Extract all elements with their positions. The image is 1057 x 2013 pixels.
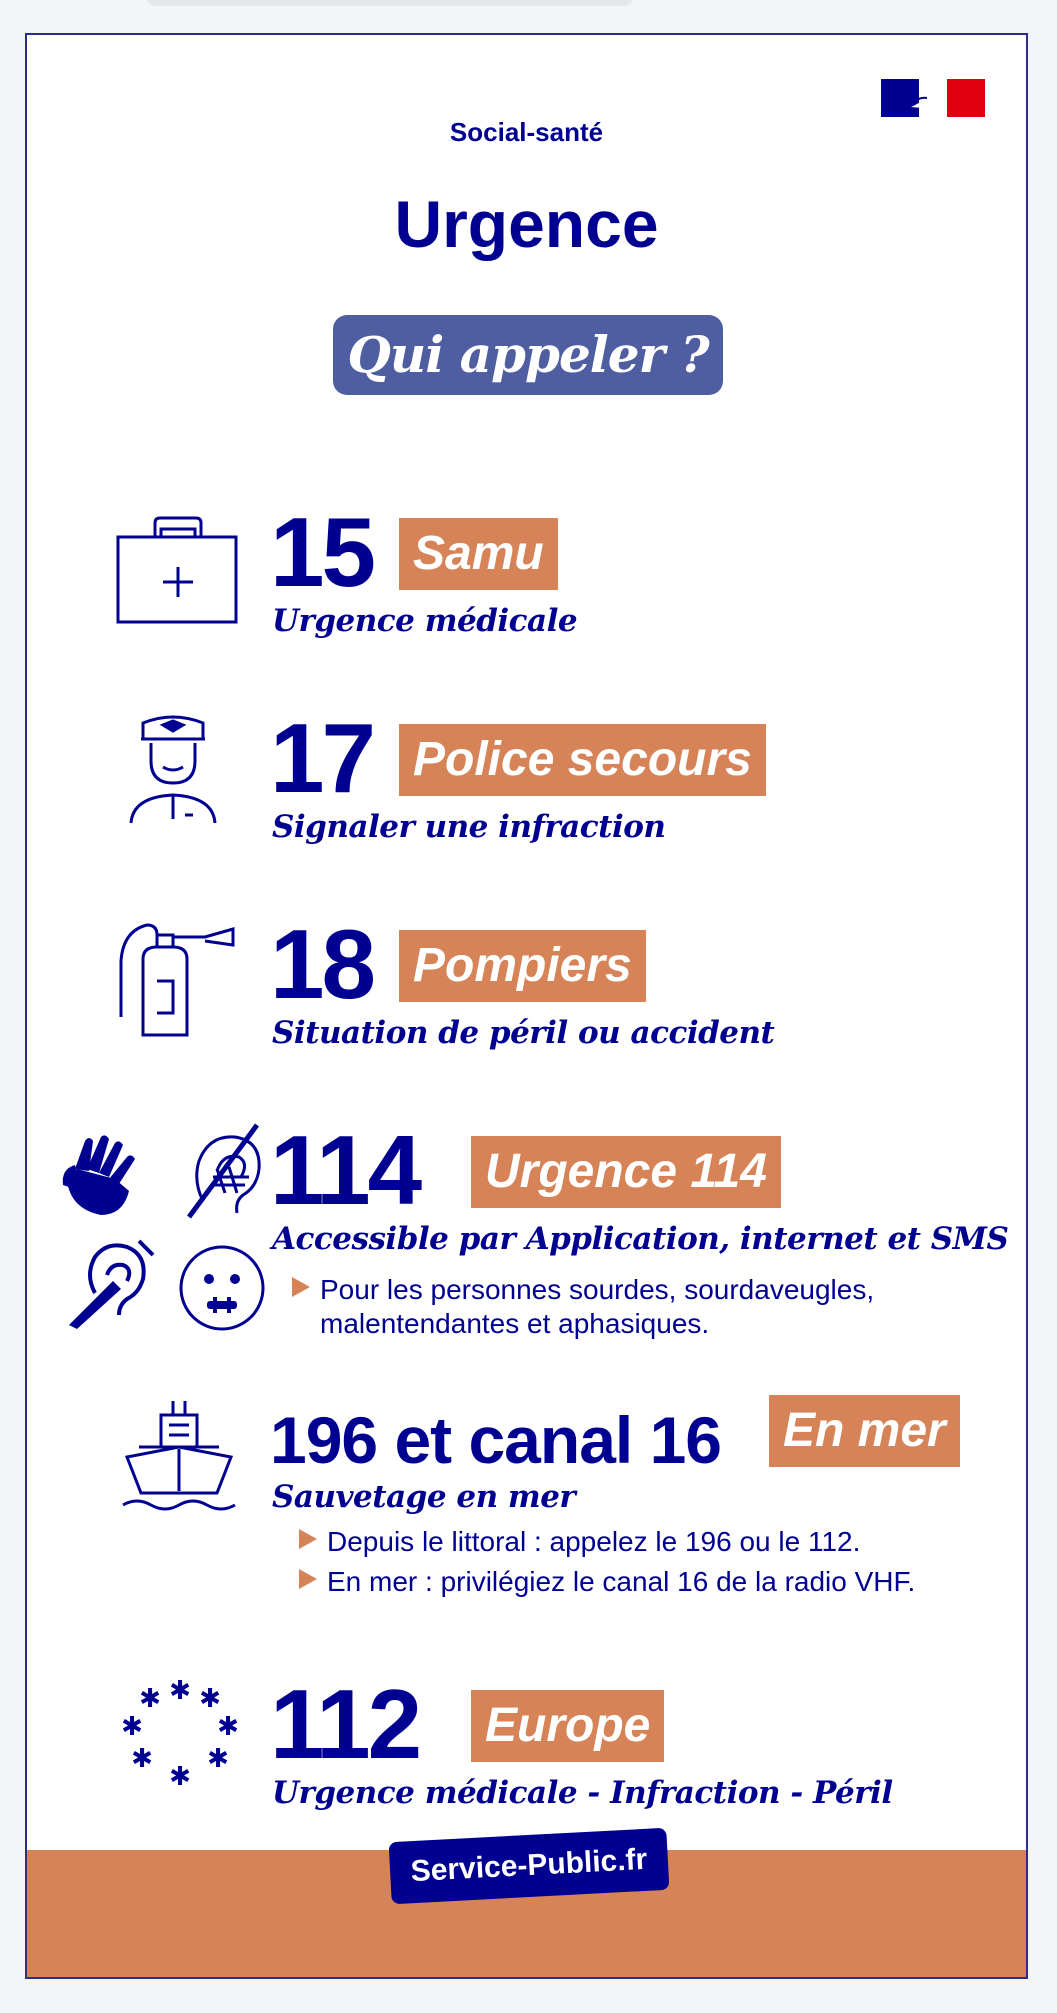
service-bullet: Pour les personnes sourdes, sourdaveugles, malentendantes et aphasiques.	[292, 1273, 874, 1341]
boat-icon	[121, 1397, 237, 1517]
police-officer-icon	[127, 711, 219, 831]
service-description: Situation de péril ou accident	[272, 1015, 775, 1051]
service-tag: En mer	[769, 1395, 960, 1467]
service-description: Urgence médicale	[272, 603, 578, 639]
service-public-logo[interactable]: Service-Public.fr	[389, 1828, 670, 1904]
service-number: 18	[270, 909, 374, 1019]
svg-text:✱: ✱	[139, 1684, 161, 1714]
bullet-triangle-icon	[299, 1569, 317, 1589]
service-description: Signaler une infraction	[272, 809, 666, 845]
svg-text:✱: ✱	[217, 1712, 239, 1742]
service-tag: Urgence 114	[471, 1136, 781, 1208]
eu-stars-icon	[117, 1677, 243, 1797]
deafblind-icon	[173, 1121, 269, 1221]
marianne-flag-icon	[881, 79, 985, 117]
svg-text:✱: ✱	[199, 1684, 221, 1714]
service-description: Sauvetage en mer	[272, 1479, 576, 1515]
svg-text:✱: ✱	[121, 1712, 143, 1742]
service-tag: Samu	[399, 518, 558, 590]
service-tag: Pompiers	[399, 930, 646, 1002]
infographic-card	[25, 33, 1028, 1979]
category-label: Social-santé	[449, 117, 604, 147]
svg-text:✱: ✱	[169, 1762, 191, 1792]
service-number: 112	[270, 1669, 420, 1779]
service-number: 114	[270, 1115, 420, 1225]
service-number: 15	[270, 497, 374, 607]
service-tag: Police secours	[399, 724, 766, 796]
svg-text:✱: ✱	[131, 1744, 153, 1774]
service-description: Urgence médicale - Infraction - Péril	[272, 1775, 893, 1811]
service-bullet: En mer : privilégiez le canal 16 de la radio VHF.	[299, 1565, 915, 1599]
medical-kit-icon	[115, 515, 241, 625]
hearing-loop-icon	[61, 1235, 161, 1329]
fire-extinguisher-icon	[117, 921, 243, 1041]
svg-text:✱: ✱	[207, 1744, 229, 1774]
aphasia-face-icon	[177, 1243, 267, 1333]
service-bullet: Depuis le littoral : appelez le 196 ou le 112.	[299, 1525, 860, 1559]
svg-text:✱: ✱	[169, 1677, 191, 1706]
bullet-triangle-icon	[292, 1277, 310, 1297]
bullet-triangle-icon	[299, 1529, 317, 1549]
sign-language-hands-icon	[57, 1129, 147, 1219]
service-tag: Europe	[471, 1690, 664, 1762]
service-description: Accessible par Application, internet et SMS	[272, 1221, 1009, 1257]
service-number: 17	[270, 703, 374, 813]
page-title: Urgence	[394, 187, 659, 261]
browser-top-bar	[145, 0, 635, 6]
service-number: 196 et canal 16	[270, 1403, 721, 1477]
subtitle-pill: Qui appeler ?	[333, 315, 723, 395]
